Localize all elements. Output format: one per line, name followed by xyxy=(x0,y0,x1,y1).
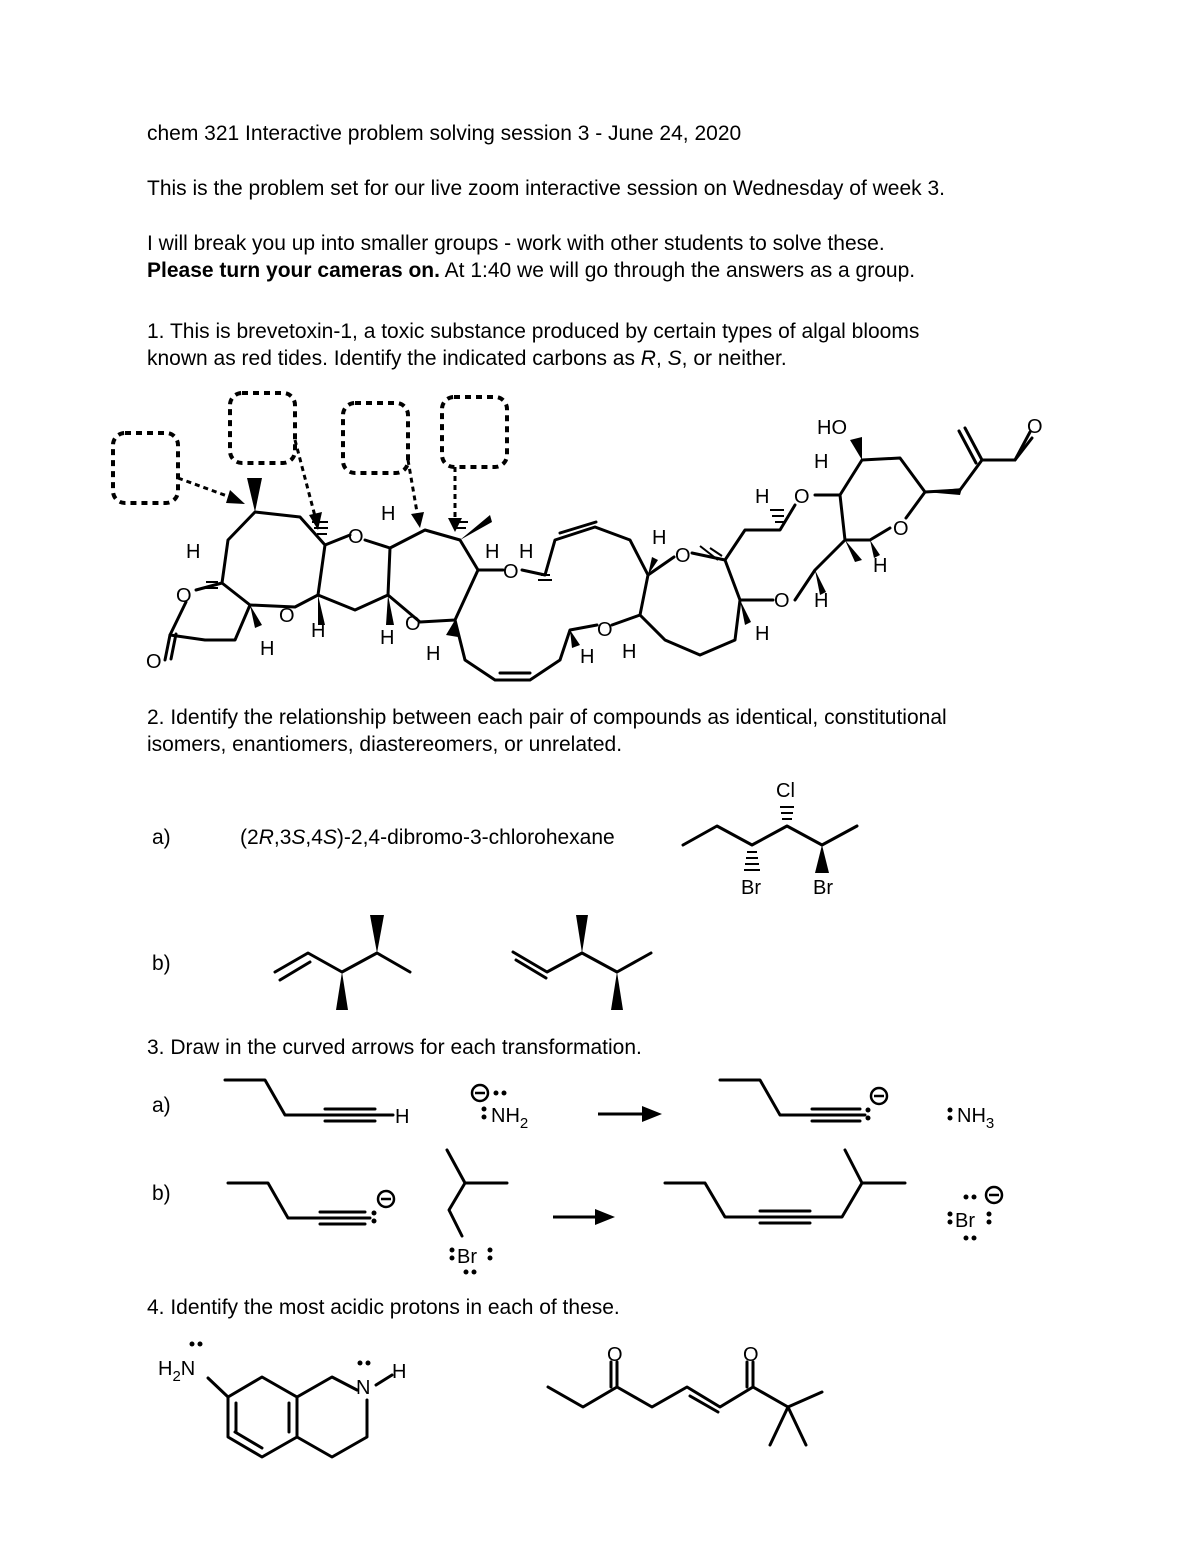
atom-h: H xyxy=(381,503,396,525)
q2-line2: isomers, enantiomers, diastereomers, or unrelated. xyxy=(147,733,623,756)
answer-box-2[interactable] xyxy=(230,393,295,463)
answer-box-3[interactable] xyxy=(343,403,408,473)
atom-h: H xyxy=(260,638,275,660)
atom-h: H xyxy=(873,555,888,577)
atom-br: Br xyxy=(955,1210,975,1232)
atom-h: H xyxy=(311,620,326,642)
nh3-text: $NH_3$ xyxy=(957,1105,995,1132)
atom-br: Br xyxy=(813,877,833,899)
atom-h: H xyxy=(186,541,201,563)
atom-h: H xyxy=(426,643,441,665)
q2a-structure xyxy=(683,780,857,899)
atom-cl: Cl xyxy=(776,780,795,802)
pointer-arrow-2 xyxy=(295,440,316,520)
atom-h: H xyxy=(519,541,534,563)
q3b-product xyxy=(665,1150,905,1223)
q1-line1: 1. This is brevetoxin-1, a toxic substance produced by certain types of algal blooms xyxy=(147,320,920,343)
q4-title: 4. Identify the most acidic protons in each of these. xyxy=(147,1296,620,1319)
q4-tetrahydroisoquinoline xyxy=(158,1342,406,1458)
cameras-rest: At 1:40 we will go through the answers as a group. xyxy=(439,259,916,282)
q3a-reaction-arrow xyxy=(598,1106,662,1122)
solid-wedges xyxy=(250,515,880,648)
groups-text: I will break you up into smaller groups - work with other students to solve these. xyxy=(147,232,885,255)
atom-br: Br xyxy=(457,1246,477,1268)
q1-comma: , xyxy=(655,347,668,370)
atom-o: O xyxy=(405,613,421,635)
q3a-acetylide xyxy=(720,1080,887,1121)
atom-o: O xyxy=(597,619,613,641)
arrowhead-4 xyxy=(448,518,462,532)
name-s: S xyxy=(322,826,337,849)
q2b-label: b) xyxy=(152,952,171,975)
arrowhead-3 xyxy=(411,512,424,528)
h2n-text: $H_2N$ xyxy=(158,1358,196,1385)
atom-h: H xyxy=(652,527,667,549)
atom-br: Br xyxy=(741,877,761,899)
q3b-acetylide xyxy=(228,1183,394,1224)
atom-h: H xyxy=(485,541,500,563)
q1-line2 xyxy=(147,345,787,372)
q4-enone xyxy=(548,1344,822,1445)
q2a-label: a) xyxy=(152,826,171,849)
name-part: ,3 xyxy=(273,826,292,849)
q2b-structure-left xyxy=(275,915,410,1010)
atom-o: O xyxy=(774,590,790,612)
q3b-alkyl-bromide xyxy=(447,1150,507,1275)
cameras-text xyxy=(147,257,915,284)
q1-s: S xyxy=(667,347,682,370)
atom-o: O xyxy=(1027,416,1043,438)
cameras-bold: Please turn your cameras on. xyxy=(147,259,440,282)
q3b-bromide xyxy=(948,1187,1003,1241)
q3b-reaction-arrow xyxy=(553,1209,615,1225)
nh2-text: $NH_2$ xyxy=(491,1105,529,1132)
name-part: (2 xyxy=(240,826,259,849)
answer-box-4[interactable] xyxy=(442,397,507,467)
atom-o: O xyxy=(675,545,691,567)
q2-structures xyxy=(0,770,1200,1020)
atom-h: H xyxy=(814,590,829,612)
atom-h: H xyxy=(380,627,395,649)
name-s: S xyxy=(291,826,306,849)
arrowhead-1 xyxy=(226,490,245,504)
atom-h: H xyxy=(755,623,770,645)
pointer-arrow-3 xyxy=(408,460,418,518)
atom-o: O xyxy=(146,651,162,673)
atom-h: H xyxy=(580,646,595,668)
atom-h: H xyxy=(814,451,829,473)
name-part: ,4 xyxy=(305,826,323,849)
q1-line2-a: known as red tides. Identify the indicated carbons as xyxy=(147,347,641,370)
atom-o: O xyxy=(348,526,364,548)
q2b-structure-right xyxy=(513,915,651,1010)
atom-o: O xyxy=(503,561,519,583)
atom-o: O xyxy=(794,486,810,508)
brevetoxin-skeleton xyxy=(165,428,1032,680)
q3b-label: b) xyxy=(152,1182,171,1205)
atom-h: H xyxy=(392,1361,407,1383)
q3a-label: a) xyxy=(152,1094,171,1117)
name-r: R xyxy=(258,826,274,849)
atom-n: N xyxy=(356,1377,371,1399)
q3-structures xyxy=(0,1065,1200,1290)
brevetoxin-structure xyxy=(0,380,1200,700)
q3a-alkyne xyxy=(225,1080,409,1128)
atom-o: O xyxy=(893,518,909,540)
q1-r: R xyxy=(640,347,656,370)
name-part: )-2,4-dibromo-3-chlorohexane xyxy=(336,826,615,849)
answer-box-1[interactable] xyxy=(113,433,178,503)
atom-h: H xyxy=(622,641,637,663)
q3a-ammonia xyxy=(948,1105,995,1132)
atom-o: O xyxy=(176,585,192,607)
atom-h: H xyxy=(755,486,770,508)
atom-o: O xyxy=(279,605,295,627)
q2-line1: 2. Identify the relationship between each pair of compounds as identical, constitutional xyxy=(147,706,947,729)
q3a-amide xyxy=(472,1085,528,1132)
atom-h: H xyxy=(395,1106,410,1128)
page-title: chem 321 Interactive problem solving session 3 - June 24, 2020 xyxy=(147,122,742,145)
intro-text: This is the problem set for our live zoom interactive session on Wednesday of week 3. xyxy=(147,177,945,200)
atom-ho: HO xyxy=(817,417,847,439)
q1-line2-b: , or neither. xyxy=(681,347,787,370)
atom-o: O xyxy=(743,1344,759,1366)
atom-o: O xyxy=(607,1344,623,1366)
q3-title: 3. Draw in the curved arrows for each transformation. xyxy=(147,1036,642,1059)
q4-structures xyxy=(0,1330,1200,1470)
